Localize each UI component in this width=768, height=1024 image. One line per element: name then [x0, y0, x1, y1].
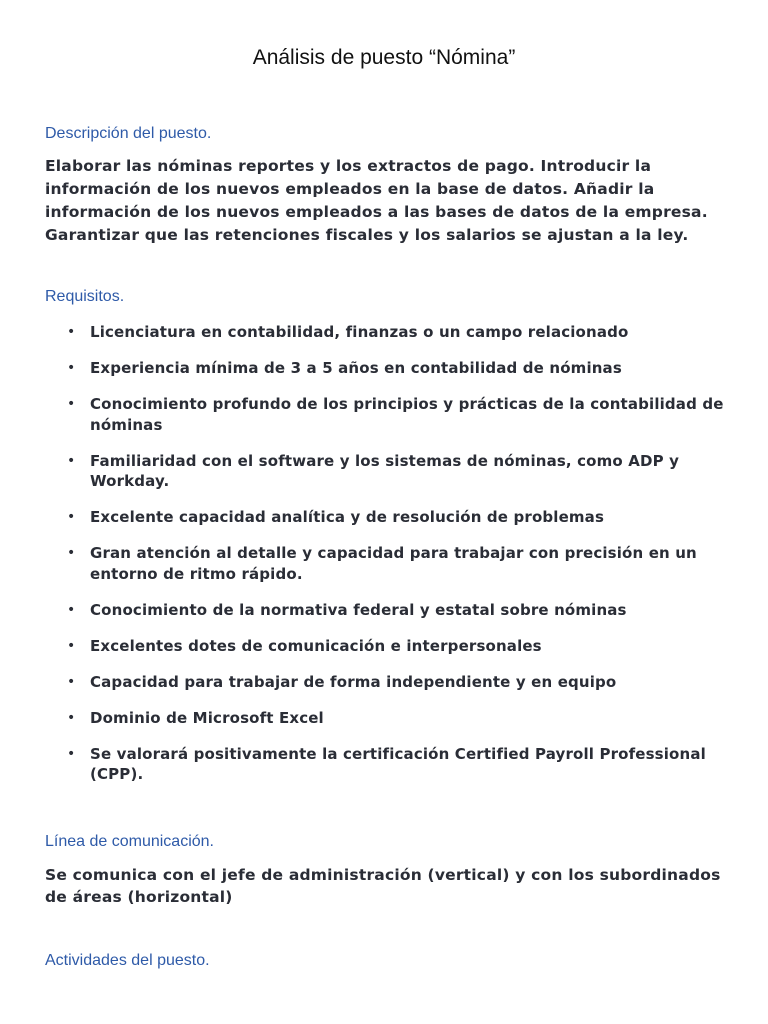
- bullet-icon: •: [67, 452, 76, 469]
- list-item-text: Excelentes dotes de comunicación e interpersonales: [90, 636, 542, 655]
- descripcion-text: Elaborar las nóminas reportes y los extractos de pago. Introducir la información de los nuevos empleados en la base de datos. Añadir la información de los nuevos empleados a las bases de datos de la empresa. Garantizar que las retenciones fiscales y los salarios se ajustan a la ley.: [45, 157, 708, 244]
- list-item-text: Se valorará positivamente la certificación Certified Payroll Professional (CPP).: [90, 744, 706, 783]
- list-item: [45, 543, 735, 584]
- bullet-icon: •: [67, 637, 76, 654]
- list-item: [45, 600, 735, 621]
- list-item: [45, 636, 735, 657]
- bullet-icon: •: [67, 545, 76, 561]
- list-item-text: Familiaridad con el software y los sistemas de nóminas, como ADP y Workday.: [90, 451, 680, 490]
- list-item: [45, 744, 735, 785]
- section-heading-actividades: Actividades del puesto.: [45, 952, 210, 969]
- list-item-text: Capacidad para trabajar de forma independiente y en equipo: [90, 672, 617, 691]
- list-item: [45, 358, 735, 379]
- bullet-icon: •: [67, 745, 76, 762]
- list-item: [45, 322, 735, 343]
- list-item: [45, 672, 735, 693]
- section-heading-comunicacion: Línea de comunicación.: [45, 833, 214, 850]
- list-item-text: Experiencia mínima de 3 a 5 años en contabilidad de nóminas: [90, 359, 622, 377]
- list-item-text: Licenciatura en contabilidad, finanzas o un campo relacionado: [90, 323, 629, 341]
- list-item: [45, 394, 735, 435]
- bullet-icon: •: [67, 396, 76, 412]
- requisitos-list: [45, 322, 735, 800]
- section-heading-descripcion: Descripción del puesto.: [45, 125, 212, 142]
- section-heading-requisitos: Requisitos.: [45, 288, 125, 305]
- bullet-icon: •: [67, 360, 76, 376]
- bullet-icon: •: [67, 509, 76, 525]
- list-item-text: Conocimiento profundo de los principios y prácticas de la contabilidad de nóminas: [90, 395, 724, 434]
- list-item: [45, 451, 735, 492]
- list-item-text: Gran atención al detalle y capacidad para trabajar con precisión en un entorno de ritmo rápido.: [90, 544, 697, 583]
- comunicacion-text: Se comunica con el jefe de administración (vertical) y con los subordinados de áreas (horizontal): [45, 866, 721, 906]
- bullet-icon: •: [67, 601, 76, 618]
- list-item: [45, 507, 735, 528]
- list-item-text: Conocimiento de la normativa federal y estatal sobre nóminas: [90, 600, 627, 619]
- list-item: [45, 708, 735, 729]
- list-item-text: Excelente capacidad analítica y de resolución de problemas: [90, 508, 605, 526]
- bullet-icon: •: [67, 324, 76, 340]
- bullet-icon: •: [67, 673, 76, 690]
- list-item-text: Dominio de Microsoft Excel: [90, 708, 324, 727]
- document-title: Análisis de puesto “Nómina”: [252, 46, 516, 69]
- bullet-icon: •: [67, 709, 76, 726]
